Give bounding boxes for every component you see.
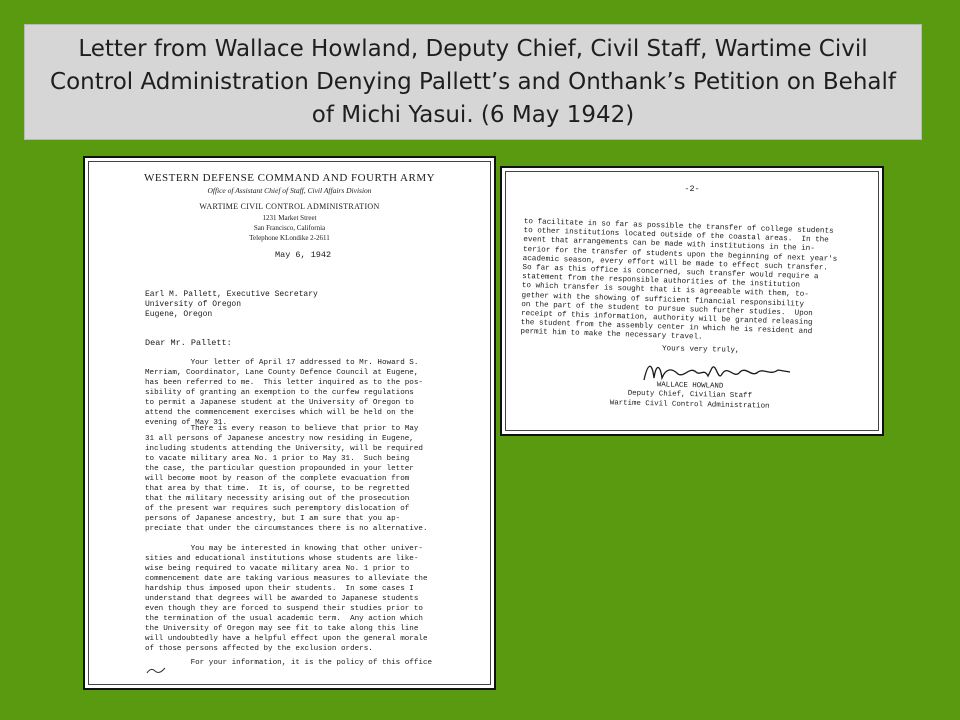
letterhead-phone: Telephone KLondike 2-2611 bbox=[249, 234, 330, 242]
paragraph-4: For your information, it is the policy of this office bbox=[145, 659, 433, 667]
handwritten-mark-icon bbox=[145, 664, 167, 676]
signer-block: WALLACE HOWLAND Deputy Chief, Civilian Staff Wartime Civil Control Administration bbox=[609, 381, 770, 411]
letter-date: May 6, 1942 bbox=[275, 250, 332, 260]
recipient-address: Earl M. Pallett, Executive Secretary University of Oregon Eugene, Oregon bbox=[145, 290, 318, 319]
slide-title-box bbox=[24, 24, 922, 140]
slide-title: Letter from Wallace Howland, Deputy Chief, Civil Staff, Wartime Civil Control Administration Denying Pallett’s and Onthank’s Petition on Behalf of Michi Yasui. (6 May 1942) bbox=[50, 35, 896, 128]
salutation: Dear Mr. Pallett: bbox=[145, 338, 232, 348]
page-number: -2- bbox=[684, 184, 700, 194]
letterhead-admin: WARTIME CIVIL CONTROL ADMINISTRATION bbox=[199, 202, 380, 211]
closing: Yours very truly, bbox=[661, 345, 740, 355]
paragraph-3: You may be interested in knowing that other univer- sities and educational institutions whose students are like- wise being required to vacate military area No. 1 prior to commencement date are taking various measures to alleviate the hardship thus imposed upon their students. In some cases I understand that degrees will be awarded to Japanese students even though they are forced to suspend their studies prior to the termination of the usual academic term. Any action which the University of Oregon may see fit to take along this line will undoubtedly have a helpful effect upon the general morale of those persons affected by the exclusion orders. bbox=[145, 545, 428, 653]
paragraph-2: There is every reason to believe that prior to May 31 all persons of Japanese ancestry now residing in Eugene, including students attending the University, will be required to vacate military area No. 1 prior to May 31. Such being the case, the particular question propounded in your letter will become moot by reason of the complete evacuation from that area by that time. It is, of course, to be regretted that the military necessity arising out of the prosecution of the present war requires such peremptory dislocation of persons of Japanese ancestry, but I am sure that you ap- preciate that under the circumstances there is no alternative. bbox=[145, 425, 428, 533]
letterhead-office: Office of Assistant Chief of Staff, Civil Affairs Division bbox=[207, 186, 372, 195]
paragraph-1: Your letter of April 17 addressed to Mr. Howard S. Merriam, Coordinator, Lane County Defence Council at Eugene, has been referred to me. This letter inquired as to the pos- sibility of granting an exemption to the curfew regulations to permit a Japanese student at the University of Oregon to attend the commencement exercises which will be held on the evening of May 31. bbox=[145, 359, 423, 427]
letter-page-1 bbox=[83, 156, 496, 690]
letterhead-org: WESTERN DEFENSE COMMAND AND FOURTH ARMY bbox=[143, 172, 436, 184]
page2-body: to facilitate in so far as possible the transfer of college students to other institutions located outside of the coastal areas. In the event that arrangements can be made with institutions in the in- terior for the transfer of students upon the beginning of next year's academic season, every effort will be made to effect such transfer. So far as this office is concerned, such transfer would require a statement from the responsible authorities of the institution to which transfer is sought that it is agreeable with them, to- gether with the showing of sufficient financial responsibility on the part of the student to pursue such further studies. Upon receipt of this information, authority will be granted releasing the student from the assembly center in which he is resident and permit him to make the necessary travel. bbox=[520, 218, 838, 343]
letterhead-city: San Francisco, California bbox=[253, 224, 326, 232]
letter-page-2 bbox=[500, 166, 884, 436]
letterhead-street: 1231 Market Street bbox=[262, 214, 317, 222]
